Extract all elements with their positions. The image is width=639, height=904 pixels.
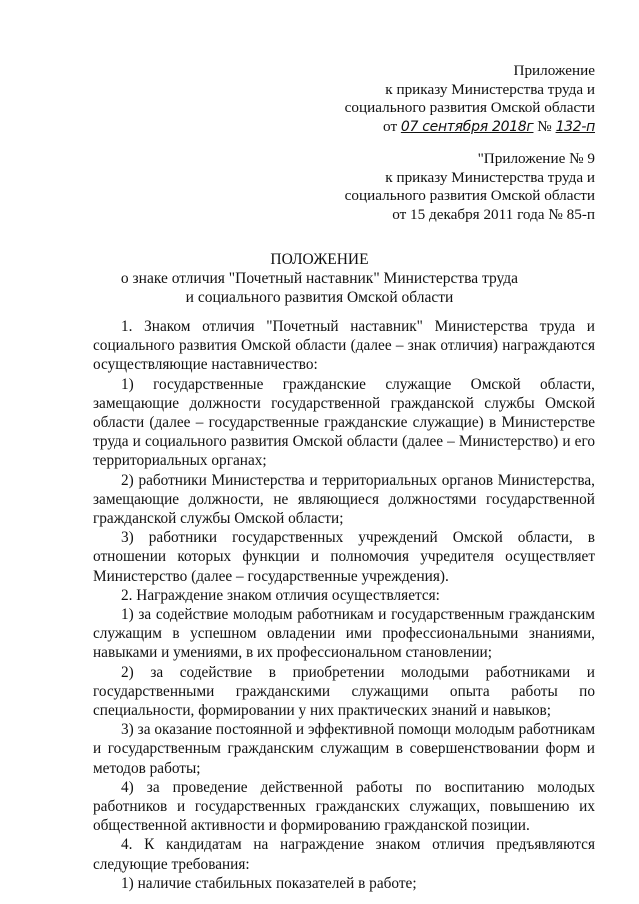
appendix-ministry-line: социального развития Омской области: [344, 99, 595, 116]
document-title: [0, 250, 639, 307]
original-order-line: к приказу Министерства труда и: [385, 168, 595, 186]
document-body: [93, 317, 595, 893]
paragraph: 3) работники государственных учреждений Омской области, в отношении которых функции и полномочия учредителя осуществляет Министерство (далее – государственные учреждения).: [93, 529, 595, 585]
title-line-1: о знаке отличия "Почетный наставник" Министерства труда: [120, 270, 519, 287]
handwritten-date: 07 сентября 2018г: [400, 118, 534, 135]
paragraph: 2) работники Министерства и территориальных органов Министерства, замещающие должности, не являющиеся должностями государственной гражданской службы Омской области;: [93, 471, 595, 528]
appendix-header: [345, 62, 595, 136]
paragraph: 2) за содействие в приобретении молодыми работниками и государственными гражданскими служащими опыта работы по специальности, формировании у них практических знаний и навыков;: [93, 663, 595, 720]
appendix-label: Приложение: [513, 62, 595, 79]
title-main: ПОЛОЖЕНИЕ: [270, 251, 369, 268]
paragraph: 1) за содействие молодым работникам и государственным гражданским служащим в успешном овладении ими профессиональными знаниями, навыками и умениями, в их профессиональном становлении;: [93, 606, 595, 662]
paragraph: 4. К кандидатам на награждение знаком отличия предъявляются следующие требования:: [93, 836, 595, 873]
paragraph: 4) за проведение действенной работы по воспитанию молодых работников и государственных гражданских служащих, повышению их общественной активности и формированию гражданской позиции.: [93, 778, 595, 835]
paragraph: 3) за оказание постоянной и эффективной помощи молодым работникам и государственным гражданским служащим в совершенствовании форм и методов работы;: [93, 721, 595, 777]
handwritten-number: 132-п: [555, 118, 595, 135]
paragraph: 2. Награждение знаком отличия осуществляется:: [121, 586, 440, 604]
original-appendix-header: [345, 150, 595, 224]
date-prefix: от: [383, 117, 398, 135]
paragraph: 1) государственные гражданские служащие Омской области, замещающие должности государственной гражданской службы Омской области (далее – государственные гражданские служащие) в Министерстве труда и социального развития Омской области (далее – Министерство) и его территориальных органах;: [93, 375, 595, 470]
appendix-order-line: к приказу Министерства труда и: [385, 80, 595, 98]
appendix-date-line: [345, 118, 595, 137]
original-appendix-label: "Приложение № 9: [477, 150, 595, 167]
paragraph: 1) наличие стабильных показателей в работе;: [121, 874, 417, 892]
number-label: №: [537, 117, 552, 135]
original-ministry-line: социального развития Омской области: [344, 187, 595, 204]
title-line-2: и социального развития Омской области: [185, 289, 454, 306]
paragraph: 1. Знаком отличия "Почетный наставник" Министерства труда и социального развития Омской области (далее – знак отличия) награждаются осуществляющие наставничество:: [93, 318, 595, 374]
original-date-line: от 15 декабря 2011 года № 85-п: [392, 205, 595, 223]
